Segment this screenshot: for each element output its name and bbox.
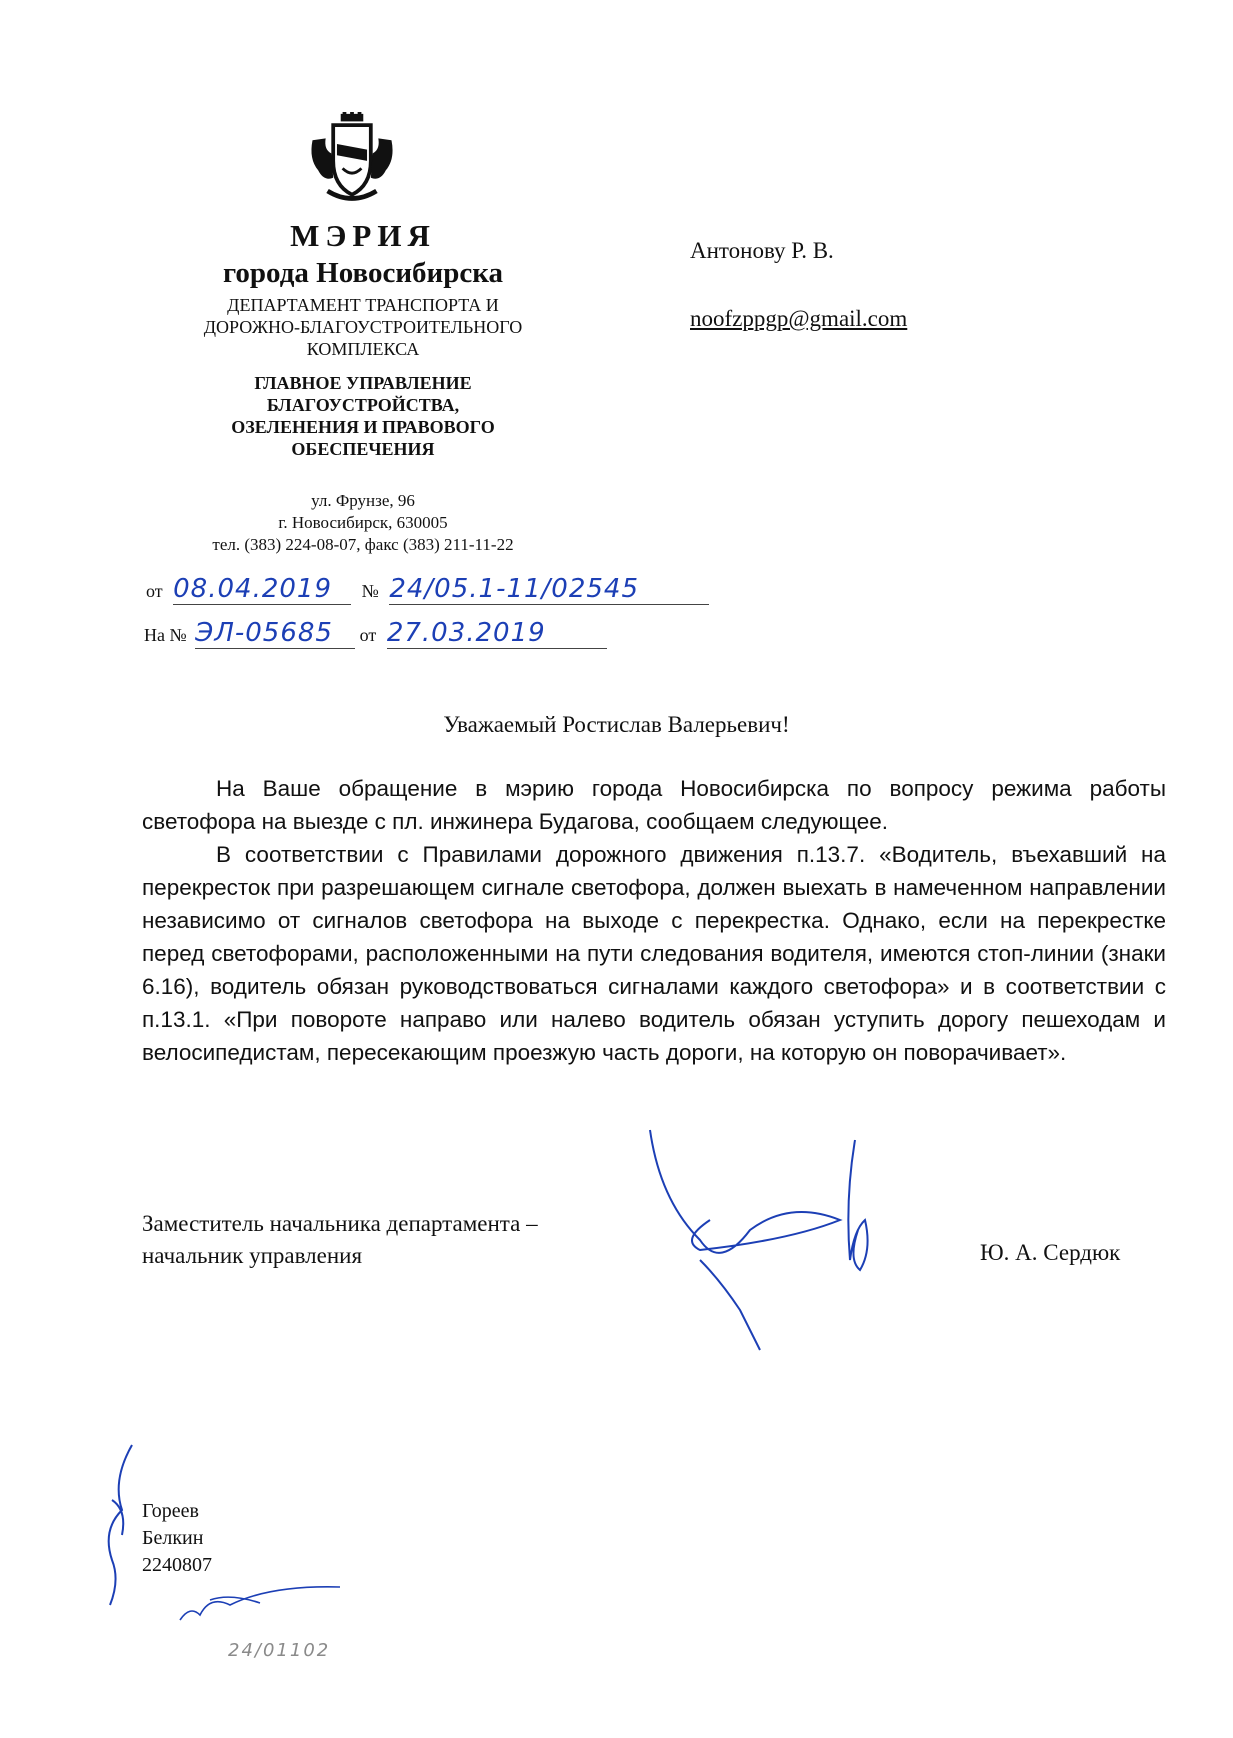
main-department-line: ОБЕСПЕЧЕНИЯ [291,439,435,459]
org-title: МЭРИЯ [290,218,436,253]
department-line: КОМПЛЕКСА [306,339,420,359]
outgoing-number: 24/05.1-11/02545 [389,574,639,604]
main-department-name [130,372,596,460]
signatory-position [142,1208,538,1272]
letter-paragraph: В соответствии с Правилами дорожного движения п.13.7. «Водитель, въехавший на перекресток при разрешающем сигнале светофора, должен выехать в намеченном направлении независимо от сигналов светофора на выходе с перекрестка. Однако, если на перекрестке перед светофорами, расположенными на пути следования водителя, имеются стоп-линии (знаки 6.16), водитель обязан руководствоваться сигналами каждого светофора» и в соответствии с п.13.1. «При повороте направо или налево водитель обязан уступить дорогу пешеходам и велосипедистам, пересекающим проезжую часть дороги, на которую он поворачивает». [142,842,1166,1065]
org-address [130,490,596,556]
handwritten-signature [640,1120,930,1360]
signatory-name: Ю. А. Сердюк [980,1240,1121,1265]
letter-paragraph: На Ваше обращение в мэрию города Новосибирска по вопросу режима работы светофора на выезде с пл. инжинера Будагова, сообщаем следующее. [142,776,1166,834]
recipient-name: Антонову Р. В. [690,238,834,263]
number-label: № [361,581,379,601]
incoming-number: ЭЛ-05685 [195,618,333,648]
department-name [130,294,596,360]
greeting: Уважаемый Ростислав Валерьевич! [443,712,790,737]
outgoing-reference [146,574,709,605]
registration-signature [170,1575,350,1645]
outgoing-date: 08.04.2019 [173,574,333,604]
reply-label: На № [144,625,187,645]
incoming-date: 27.03.2019 [386,618,546,648]
org-city: города Новосибирска [222,257,504,289]
main-department-line: БЛАГОУСТРОЙСТВА, [266,395,460,415]
address-line: г. Новосибирск, 630005 [278,513,448,532]
position-line: начальник управления [142,1243,363,1268]
contact-line: Гореев [142,1500,200,1522]
contact-line: 2240807 [142,1554,212,1576]
reply-from-label: от [359,625,377,645]
letter-body [142,772,1166,1069]
executor-contacts [142,1498,212,1579]
recipient-email[interactable]: noofzppgp@gmail.com [690,306,908,331]
contact-line: Белкин [142,1527,204,1549]
coat-of-arms-icon [305,112,399,206]
main-department-line: ОЗЕЛЕНЕНИЯ И ПРАВОВОГО [231,417,495,437]
position-line: Заместитель начальника департамента – [142,1211,538,1236]
main-department-line: ГЛАВНОЕ УПРАВЛЕНИЕ [254,373,472,393]
department-line: ДЕПАРТАМЕНТ ТРАНСПОРТА И [227,295,499,315]
registration-number: 24/01102 [228,1640,331,1661]
from-label: от [146,581,163,601]
address-line: ул. Фрунзе, 96 [311,491,415,510]
incoming-reference [144,618,607,649]
department-line: ДОРОЖНО-БЛАГОУСТРОИТЕЛЬНОГО [203,317,523,337]
address-line: тел. (383) 224-08-07, факс (383) 211-11-22 [212,535,514,554]
